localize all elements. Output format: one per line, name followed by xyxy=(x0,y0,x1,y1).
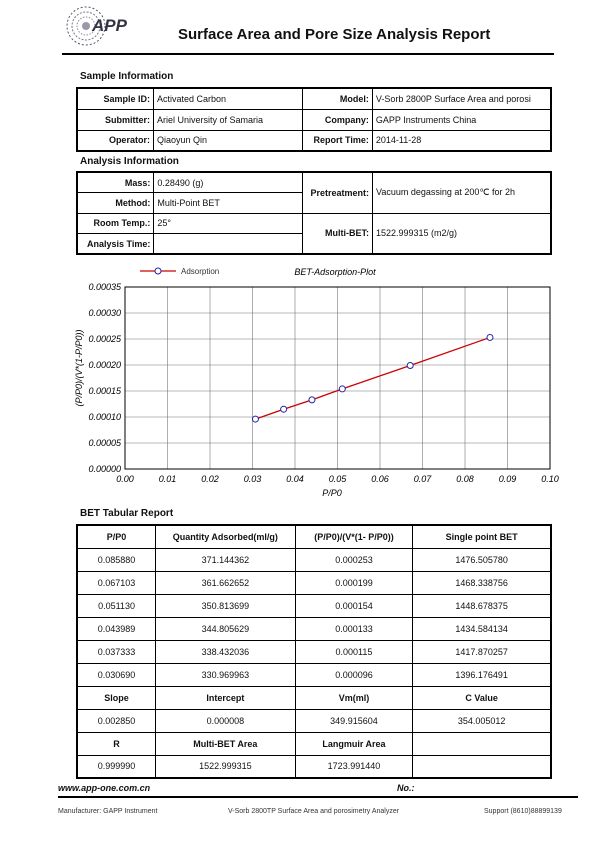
table-cell: 330.969963 xyxy=(156,663,296,686)
column-header: Single point BET xyxy=(413,525,551,548)
table-cell: 1417.870257 xyxy=(413,640,551,663)
x-tick-label: 0.02 xyxy=(201,474,219,484)
y-tick-label: 0.00030 xyxy=(88,308,121,318)
multi-bet-area-header: Multi-BET Area xyxy=(156,732,296,755)
table-cell: 1396.176491 xyxy=(413,663,551,686)
y-tick-label: 0.00020 xyxy=(88,360,121,370)
footer-divider xyxy=(58,796,578,798)
submitter-label: Submitter: xyxy=(77,109,153,130)
mass-value: 0.28490 (g) xyxy=(154,172,303,193)
summary-value-row xyxy=(77,755,551,778)
data-point xyxy=(252,416,258,422)
x-tick-label: 0.05 xyxy=(328,474,347,484)
data-point xyxy=(339,386,345,392)
multi-bet-value: 1522.999315 (m2/g) xyxy=(373,213,552,254)
report-title: Surface Area and Pore Size Analysis Report xyxy=(178,26,491,43)
summary-header-row xyxy=(77,686,551,709)
r-value: 0.999990 xyxy=(77,755,156,778)
slope-header: Slope xyxy=(77,686,156,709)
table-cell: 1434.584134 xyxy=(413,617,551,640)
analysis-time-label: Analysis Time: xyxy=(77,234,154,255)
table-cell: 0.043989 xyxy=(77,617,156,640)
submitter-value: Ariel University of Samaria xyxy=(153,109,302,130)
table-row xyxy=(77,640,551,663)
method-label: Method: xyxy=(77,193,154,214)
c-value-header: C Value xyxy=(413,686,551,709)
table-cell: 0.000199 xyxy=(295,571,413,594)
table-cell: 0.000096 xyxy=(295,663,413,686)
operator-value: Qiaoyun Qin xyxy=(153,130,302,151)
footer-url: www.app-one.com.cn xyxy=(58,783,151,793)
empty-value xyxy=(413,755,551,778)
x-tick-label: 0.03 xyxy=(243,474,262,484)
company-value: GAPP Instruments China xyxy=(372,109,551,130)
legend-marker xyxy=(155,268,161,274)
table-row xyxy=(77,663,551,686)
summary-header-row xyxy=(77,732,551,755)
table-row xyxy=(77,594,551,617)
table-header-row xyxy=(77,525,551,548)
r-header: R xyxy=(77,732,156,755)
data-point xyxy=(407,363,413,369)
table-cell: 338.432036 xyxy=(156,640,296,663)
table-row xyxy=(77,548,551,571)
model-label: Model: xyxy=(303,88,373,109)
operator-label: Operator: xyxy=(77,130,153,151)
sample-row xyxy=(77,109,551,130)
table-cell: 371.144362 xyxy=(156,548,296,571)
pretreatment-label: Pretreatment: xyxy=(303,172,373,213)
logo-text: APP xyxy=(92,16,127,35)
bet-adsorption-chart xyxy=(60,262,560,500)
table-cell: 0.000253 xyxy=(295,548,413,571)
y-axis-label: (P/P0)/(V*(1-P/P0)) xyxy=(74,329,84,407)
table-cell: 0.067103 xyxy=(77,571,156,594)
column-header: P/P0 xyxy=(77,525,156,548)
sample-info-table xyxy=(76,87,552,152)
table-cell: 0.000133 xyxy=(295,617,413,640)
room-temp-value: 25° xyxy=(154,213,303,234)
series-adsorption xyxy=(252,334,493,422)
slope-value: 0.002850 xyxy=(77,709,156,732)
table-cell: 0.000154 xyxy=(295,594,413,617)
chart-grid xyxy=(125,287,550,469)
analysis-info-table xyxy=(76,171,552,255)
intercept-header: Intercept xyxy=(156,686,296,709)
mass-label: Mass: xyxy=(77,172,154,193)
multi-bet-label: Multi-BET: xyxy=(303,213,373,254)
pretreatment-value: Vacuum degassing at 200℃ for 2h xyxy=(373,172,552,213)
sample-id-value: Activated Carbon xyxy=(153,88,302,109)
table-cell: 0.051130 xyxy=(77,594,156,617)
table-cell: 1476.505780 xyxy=(413,548,551,571)
footer-manufacturer: Manufacturer: GAPP Instrument xyxy=(58,808,158,815)
multi-bet-area-value: 1522.999315 xyxy=(156,755,296,778)
footer-no-label: No.: xyxy=(397,783,415,793)
table-cell: 1448.678375 xyxy=(413,594,551,617)
vm-value: 349.915604 xyxy=(295,709,413,732)
chart-title: BET-Adsorption-Plot xyxy=(294,267,376,277)
chart-legend xyxy=(140,267,219,276)
x-tick-label: 0.09 xyxy=(498,474,517,484)
company-label: Company: xyxy=(303,109,373,130)
table-row xyxy=(77,617,551,640)
intercept-value: 0.000008 xyxy=(156,709,296,732)
legend-label: Adsorption xyxy=(181,267,220,276)
bet-tabular-table xyxy=(76,524,552,779)
data-point xyxy=(487,334,493,340)
y-tick-label: 0.00000 xyxy=(88,464,121,474)
x-tick-label: 0.00 xyxy=(116,474,134,484)
method-value: Multi-Point BET xyxy=(154,193,303,214)
table-row xyxy=(77,571,551,594)
summary-value-row xyxy=(77,709,551,732)
y-tick-label: 0.00005 xyxy=(88,438,121,448)
table-cell: 0.000115 xyxy=(295,640,413,663)
x-axis-label: P/P0 xyxy=(322,488,342,498)
bet-report-title: BET Tabular Report xyxy=(80,508,174,519)
analysis-info-title: Analysis Information xyxy=(80,156,179,167)
model-value: V-Sorb 2800P Surface Area and porosi xyxy=(372,88,551,109)
y-tick-label: 0.00025 xyxy=(88,334,121,344)
footer-instrument: V-Sorb 2800TP Surface Area and porosimetry Analyzer xyxy=(228,808,400,815)
x-tick-label: 0.04 xyxy=(286,474,304,484)
room-temp-label: Room Temp.: xyxy=(77,213,154,234)
tick-labels xyxy=(88,282,558,484)
report-time-value: 2014-11-28 xyxy=(372,130,551,151)
footer-support: Support (8610)88899139 xyxy=(484,808,562,815)
series-line xyxy=(255,337,490,419)
y-tick-label: 0.00010 xyxy=(88,412,121,422)
langmuir-area-value: 1723.991440 xyxy=(295,755,413,778)
report-time-label: Report Time: xyxy=(303,130,373,151)
app-logo xyxy=(62,4,144,48)
data-point xyxy=(281,406,287,412)
column-header: (P/P0)/(V*(1- P/P0)) xyxy=(295,525,413,548)
c-value-value: 354.005012 xyxy=(413,709,551,732)
column-header: Quantity Adsorbed(ml/g) xyxy=(156,525,296,548)
data-point xyxy=(309,397,315,403)
x-tick-label: 0.01 xyxy=(158,474,177,484)
sample-info-title: Sample Information xyxy=(80,71,174,82)
sample-row xyxy=(77,130,551,151)
header-divider xyxy=(62,53,554,55)
y-tick-label: 0.00035 xyxy=(88,282,121,292)
y-tick-label: 0.00015 xyxy=(88,386,121,396)
sample-row xyxy=(77,88,551,109)
table-cell: 361.662652 xyxy=(156,571,296,594)
x-tick-label: 0.06 xyxy=(371,474,389,484)
langmuir-area-header: Langmuir Area xyxy=(295,732,413,755)
x-tick-label: 0.07 xyxy=(413,474,432,484)
table-cell: 0.085880 xyxy=(77,548,156,571)
empty-header xyxy=(413,732,551,755)
x-tick-label: 0.10 xyxy=(541,474,559,484)
x-tick-label: 0.08 xyxy=(456,474,474,484)
table-cell: 344.805629 xyxy=(156,617,296,640)
table-cell: 350.813699 xyxy=(156,594,296,617)
table-cell: 0.037333 xyxy=(77,640,156,663)
sample-id-label: Sample ID: xyxy=(77,88,153,109)
table-cell: 1468.338756 xyxy=(413,571,551,594)
vm-header: Vm(ml) xyxy=(295,686,413,709)
table-cell: 0.030690 xyxy=(77,663,156,686)
analysis-time-value xyxy=(154,234,303,255)
